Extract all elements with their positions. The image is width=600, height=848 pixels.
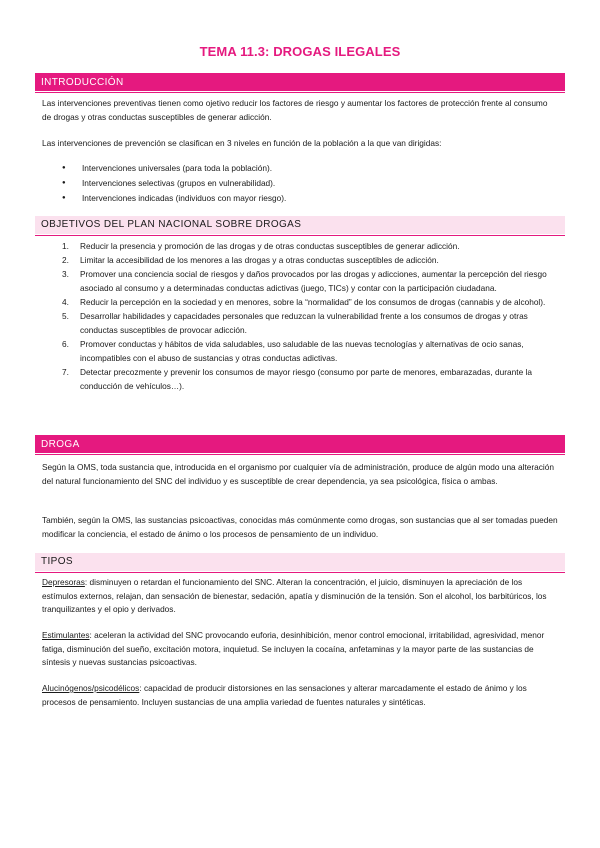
droga-paragraph-1: Según la OMS, toda sustancia que, introducida en el organismo por cualquier vía de administración, produce de algún modo una alteración del natural funcionamiento del SNC del individuo y es susceptible de crear dependencia, ya sea psicológica, física o ambas. (42, 462, 554, 486)
tipo-estimulantes: Estimulantes: aceleran la actividad del SNC provocando euforia, desinhibición, menor control emocional, irritabilidad, agresividad, menor fatiga, disminución del sueño, excitación motora, inquietud. Se incluyen la cocaína, anfetaminas y la mayor parte de las sustancias de síntesis y nuevas sustancias psicoactivas. (42, 630, 545, 668)
tipo-alucinogenos: Alucinógenos/psicodélicos: capacidad de producir distorsiones en las sensaciones y alterar marcadamente el estado de ánimo y los procesos de pensamiento. Incluyen sustancias de una amplia variedad de fuentes naturales y sintéticas. (42, 683, 527, 707)
term-alucinogenos: Alucinógenos/psicodélicos (42, 683, 140, 693)
section-heading-droga: DROGA (35, 435, 565, 453)
list-item: 3. Promover una conciencia social de riesgos y daños provocados por las drogas y adicciones, aumentar la percepción del riesgo asociado al consumo y a determinadas conductas adictivas (juego, TICs) y contar con la participación ciudadana. (62, 269, 547, 293)
list-item: 1. Reducir la presencia y promoción de las drogas y de otras conductas susceptibles de generar adicción. (62, 241, 460, 251)
section-heading-tipos: TIPOS (35, 553, 565, 571)
tipo-depresoras: Depresoras: disminuyen o retardan el funcionamiento del SNC. Alteran la concentración, el juicio, disminuyen la apreciación de los estímulos externos, relajan, dan sensación de bienestar, sedación, apatía y disminución de la tensión. Son el alcohol, los barbitúricos, los tranquilizantes y el opio y derivados. (42, 577, 547, 615)
list-item: 5. Desarrollar habilidades y capacidades personales que reduzcan la vulnerabilidad frente a los consumos de drogas y otras conductas susceptibles de provocar adicción. (62, 311, 528, 335)
objetivos-list (62, 240, 558, 394)
section-heading-objetivos: OBJETIVOS DEL PLAN NACIONAL SOBRE DROGAS (35, 216, 565, 234)
term-depresoras: Depresoras (42, 577, 85, 587)
prevention-levels-list (62, 161, 542, 206)
section-divider (35, 572, 565, 573)
section-divider (35, 454, 565, 455)
droga-paragraph-2: También, según la OMS, las sustancias psicoactivas, conocidas más comúnmente como drogas, son sustancias que al ser tomadas pueden modificar la conciencia, el estado de ánimo o los procesos de pensamiento de un individuo. (42, 515, 558, 539)
section-divider (35, 92, 565, 93)
list-item: ● Intervenciones universales (para toda la población). (62, 161, 542, 176)
list-item: ● Intervenciones selectivas (grupos en vulnerabilidad). (62, 176, 542, 191)
list-item: 4. Reducir la percepción en la sociedad y en menores, sobre la “normalidad” de los consumos de drogas (cannabis y de alcohol). (62, 297, 546, 308)
section-divider (35, 235, 565, 236)
list-item: 7. Detectar precozmente y prevenir los consumos de mayor riesgo (consumo por parte de menores, embarazadas, durante la conducción de vehículos…). (62, 366, 532, 391)
page-title: TEMA 11.3: DROGAS ILEGALES (199, 44, 401, 59)
intro-paragraph-1: Las intervenciones preventivas tienen como ojetivo reducir los factores de riesgo y aumentar los factores de protección frente al consumo de drogas y otras conductas susceptibles de generar adicción. (42, 98, 548, 122)
list-item: 2. Limitar la accesibilidad de los menores a las drogas y a otras conductas susceptibles de adicción. (62, 255, 439, 266)
list-item: 6. Promover conductas y hábitos de vida saludables, uso saludable de las nuevas tecnologías y alternativas de ocio sanas, incompatibles con el abuso de sustancias y otras conductas adictivas. (62, 339, 524, 363)
intro-paragraph-2: Las intervenciones de prevención se clasifican en 3 niveles en función de la población a la que van dirigidas: (42, 138, 442, 148)
term-estimulantes: Estimulantes (42, 630, 90, 640)
list-item: ● Intervenciones indicadas (individuos con mayor riesgo). (62, 191, 542, 206)
section-heading-introduccion: INTRODUCCIÓN (35, 73, 565, 91)
